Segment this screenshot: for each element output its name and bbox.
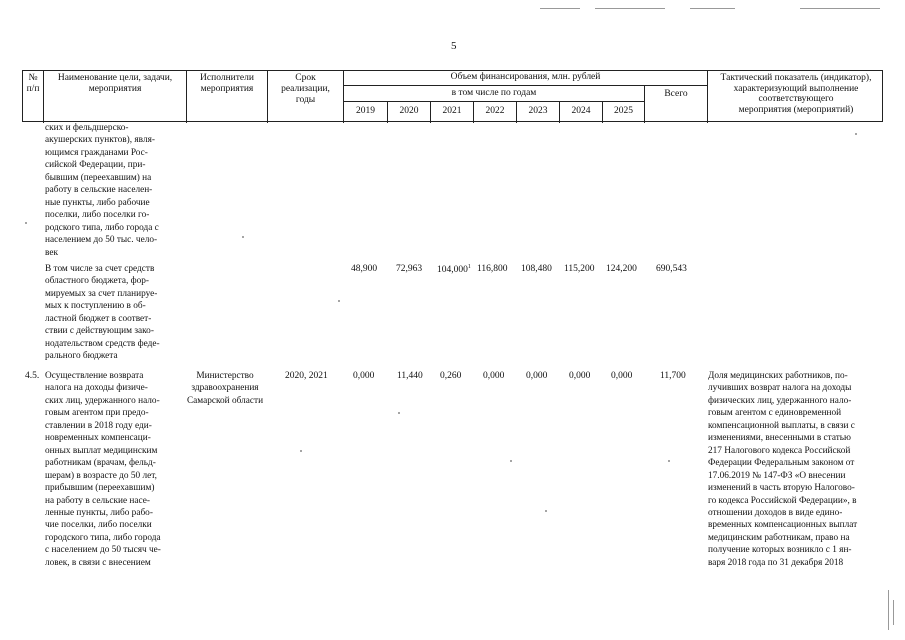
- header-year-2022: 2022: [485, 106, 505, 116]
- scan-speck: [300, 450, 302, 452]
- row-4-5-number: 4.5.: [25, 371, 40, 381]
- row-4-5-2025: 0,000: [611, 371, 633, 381]
- scan-speck: [668, 460, 670, 462]
- row-4-5-total: 11,700: [660, 371, 686, 381]
- header-col-term: Срок реализации, годы: [281, 73, 330, 105]
- page-number: 5: [451, 40, 457, 52]
- row-4-5-executor: Министерство здравоохранения Самарской области: [186, 371, 264, 406]
- row-4-5-indicator: Доля медицинских работников, по- лучивших возврат налога на доходы физических лиц, удержанного нало- говым агентом с единовременной компенсационной выплаты, в связи с изменениями, внесенными в статью 217 Налогового кодекса Российской Федерации Федеральным законом от 17.06.2019 № 147-ФЗ «О внесении изменений в часть вторую Налогово- го кодекса Российской Федерации», в отношении доходов в виде едино- временных компенсационных выплат медицинским работникам, право на получение которых возникло с 1 ян- варя 2018 года по 31 декабря 2018: [708, 371, 858, 568]
- scan-artifact-line: [800, 8, 880, 9]
- scan-artifact-line: [595, 8, 665, 9]
- header-col-total: Всего: [664, 89, 688, 99]
- scan-speck: [25, 222, 27, 224]
- row-4-5-term: 2020, 2021: [285, 371, 328, 381]
- row-federal-share-2020: 72,963: [396, 264, 423, 274]
- row-4-5-2019: 0,000: [353, 371, 375, 381]
- row-federal-share-name: В том числе за счет средств областного бюджета, фор- мируемых за счет планируе- мых к поступлению в об- ластной бюджет в соответ- ствии с действующим зако- нодательством средств феде- рального бюджета: [45, 264, 160, 362]
- header-col-indicator: Тактический показатель (индикатор), характеризующий выполнение соответствующего мероприятия (мероприятий): [720, 73, 872, 115]
- header-year-2021: 2021: [442, 106, 462, 116]
- row-4-5-2020: 11,440: [397, 371, 423, 381]
- footnote-mark: 1: [467, 264, 471, 270]
- scan-speck: [242, 236, 244, 238]
- scan-artifact-line: [893, 600, 894, 625]
- row-federal-share-2025: 124,200: [606, 264, 637, 274]
- table-header: [22, 70, 883, 122]
- header-year-2024: 2024: [571, 106, 591, 116]
- row-4-5-name: Осуществление возврата налога на доходы физиче- ских лиц, удержанного нало- говым агентом при предо- ставлении в 2018 году еди- новременных компенсаци- онных выплат медицинским работникам (врачам, фельд- шерам) в возрасте до 50 лет, прибывшим (переехавшим) на работу в сельские насе- ленные пункты, либо рабо- чие поселки, либо поселки городского типа, либо города с населением до 50 тысяч че- ловек, в связи с внесением: [45, 371, 161, 568]
- header-year-2019: 2019: [356, 106, 375, 116]
- row-4-5-2021: 0,260: [440, 371, 462, 381]
- scan-speck: [398, 412, 400, 414]
- row-federal-share-total: 690,543: [656, 264, 687, 274]
- header-year-2020: 2020: [399, 106, 419, 116]
- header-col-executor: Исполнители мероприятия: [200, 73, 254, 94]
- row-4-5-2022: 0,000: [483, 371, 505, 381]
- scan-speck: [510, 460, 512, 462]
- header-col-name: Наименование цели, задачи, мероприятия: [57, 73, 173, 94]
- scan-artifact-line: [690, 8, 735, 9]
- row-4-5-2024: 0,000: [569, 371, 591, 381]
- scan-speck: [338, 300, 340, 302]
- scan-artifact-line: [540, 8, 580, 9]
- header-year-2023: 2023: [528, 106, 548, 116]
- row-federal-share-2024: 115,200: [564, 264, 595, 274]
- row-continuation-name: ских и фельдшерско- акушерских пунктов), явля- ющимся гражданами Рос- сийской Федерации, при- бывшим (переехавшим) на работу в сельские населен- ные пункты, либо рабочие поселки, либо поселки го- родского типа, либо города с населением до 50 тыс. чело- век: [45, 123, 159, 258]
- row-federal-share-2019: 48,900: [351, 264, 378, 274]
- header-year-2025: 2025: [614, 106, 633, 116]
- scan-speck: [855, 133, 857, 135]
- row-federal-share-2021: 104,000$^1$: [437, 264, 471, 276]
- row-4-5-2023: 0,000: [526, 371, 548, 381]
- row-federal-share-2023: 108,480: [521, 264, 552, 274]
- scan-speck: [545, 510, 547, 512]
- row-federal-share-2022: 116,800: [477, 264, 508, 274]
- header-col-number: № п/п: [26, 73, 40, 94]
- header-col-financing: Объем финансирования, млн. рублей: [450, 72, 601, 82]
- scan-artifact-line: [888, 590, 889, 630]
- header-col-financing-by-year: в том числе по годам: [451, 88, 537, 98]
